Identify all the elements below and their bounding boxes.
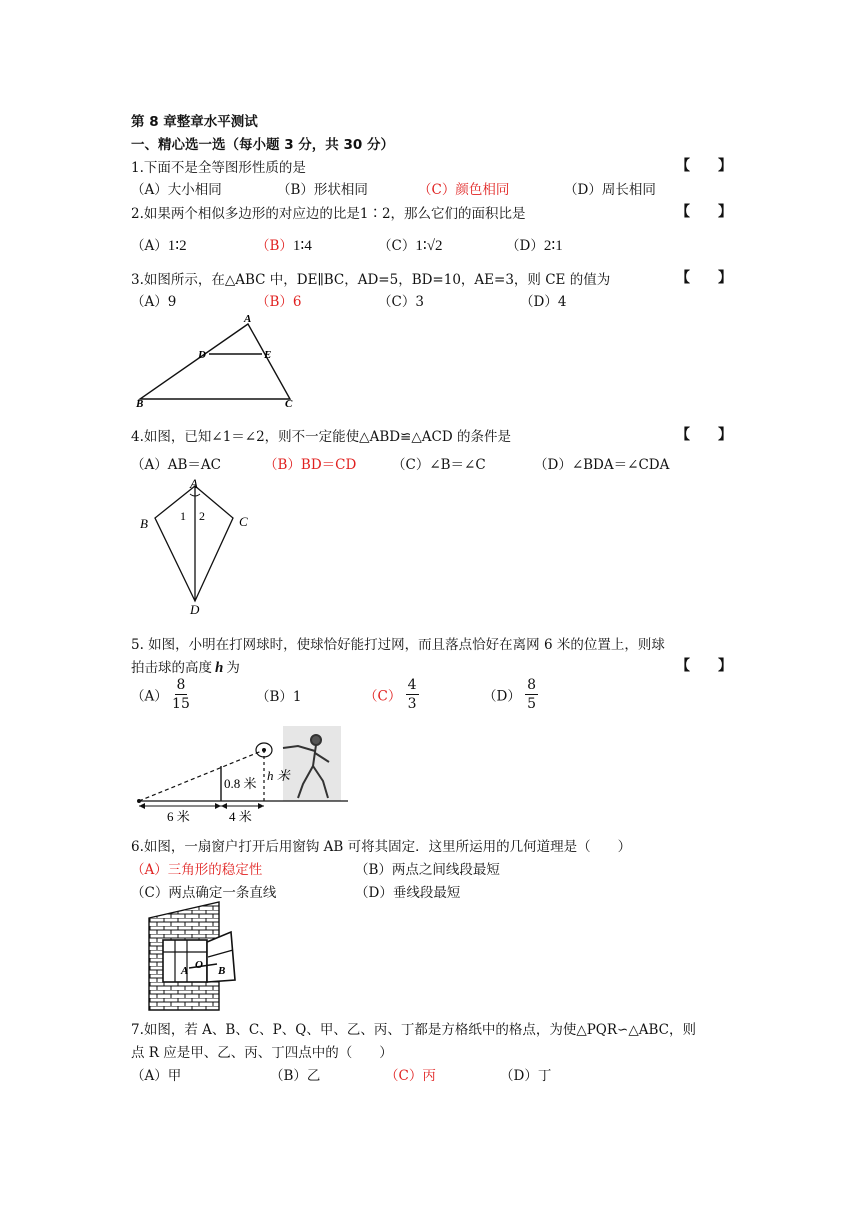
q5-answer-bracket[interactable]: 【 】 [676,658,732,674]
q7-stem-line1: 7.如图，若 A、B、C、P、Q、甲、乙、丙、丁都是方格纸中的格点，为使△PQR∽△ABC，则 [131,1022,696,1038]
q2-option-d[interactable] [506,234,563,255]
q7-option-a[interactable]: （A）甲 [131,1068,182,1084]
q1-answer-bracket[interactable]: 【 】 [676,158,732,174]
q5-label-4m: 4 米 [229,809,252,824]
q1-option-b[interactable]: （B）形状相同 [277,182,368,198]
q3-option-c[interactable]: （C）3 [378,294,424,310]
fraction-numerator: 4 [407,677,417,693]
q4-label-d: D [190,602,200,617]
q7-option-c[interactable]: （C）丙 [385,1068,436,1084]
q4-label-a: A [190,476,198,491]
q1-option-c[interactable]: （C）颜色相同 [418,182,510,198]
q2-option-b-label: （B） [256,238,293,254]
q3-label-d: D [198,349,206,361]
q5-option-c-label: （C） [364,688,402,705]
q1-option-a[interactable]: （A）大小相同 [131,182,222,198]
fraction-denominator: 3 [407,696,417,712]
q2-option-a-value: 1∶2 [167,238,187,254]
q4-quadrilateral [155,486,233,601]
q7-stem-line2: 点 R 应是甲、乙、丙、丁四点中的（ ） [131,1045,393,1061]
q2-option-a-label: （A） [131,238,168,254]
q4-kite-figure [135,476,260,616]
q5-stem-end: 为 [226,660,240,676]
q5-option-c-fraction [406,676,419,713]
q4-option-a[interactable]: （A）AB＝AC [131,457,221,473]
q3-label-a: A [244,313,252,325]
page-title: 第 8 章整章水平测试 [131,114,258,130]
q5-option-d-label: （D） [483,688,521,705]
q2-stem: 2.如果两个相似多边形的对应边的比是1∶2，那么它们的面积比是 [131,206,526,222]
q5-stem-line2 [131,656,240,677]
q5-label-6m: 6 米 [167,809,190,824]
q5-tennis-figure [133,726,353,826]
q4-label-c: C [239,514,248,529]
q5-stem-line1: 5. 如图，小明在打网球时，使球恰好能打过网，而且落点恰好在离网 6 米的位置上，则球 [131,637,665,653]
q5-stem-variable: h [215,660,224,676]
q2-option-d-value: 2∶1 [543,238,563,254]
q2-option-c-value: 1∶√2 [415,238,443,254]
q4-option-d[interactable]: （D）∠BDA＝∠CDA [534,457,670,473]
q5-stem-text: 拍击球的高度 [131,660,212,676]
q3-triangle-abc [140,324,290,399]
q3-option-a[interactable]: （A）9 [131,294,177,310]
q3-label-e: E [264,349,272,361]
q4-label-angle2: 2 [199,509,205,523]
q3-answer-bracket[interactable]: 【 】 [676,270,732,286]
q6-option-b[interactable]: （B）两点之间线段最短 [355,862,500,878]
q5-label-net-height: 0.8 米 [224,776,257,791]
q4-option-c[interactable]: （C）∠B＝∠C [392,457,486,473]
q2-answer-bracket[interactable]: 【 】 [676,204,732,220]
q3-option-b[interactable]: （B）6 [256,294,302,310]
q6-option-d[interactable]: （D）垂线段最短 [355,885,461,901]
q5-option-a-fraction [172,676,190,713]
q5-landing-point [137,799,141,803]
q3-label-b: B [136,398,144,410]
q3-option-d[interactable]: （D）4 [520,294,567,310]
q6-label-a: A [181,965,189,977]
q2-option-d-label: （D） [506,238,544,254]
q6-label-o: O [195,959,203,971]
fraction-denominator: 5 [527,696,537,712]
q5-option-d-fraction [525,676,538,713]
fraction-denominator: 15 [172,696,190,712]
q5-option-c[interactable] [364,676,419,713]
q3-stem: 3.如图所示，在△ABC 中，DE∥BC，AD=5，BD=10，AE=3，则 CE 的值为 [131,272,611,288]
q6-window-figure [143,902,248,1010]
q1-stem: 1.下面不是全等图形性质的是 [131,160,306,176]
fraction-numerator: 8 [176,677,186,693]
q7-option-d[interactable]: （D）丁 [500,1068,552,1084]
q7-option-b[interactable]: （B）乙 [270,1068,321,1084]
q4-option-b[interactable]: （B）BD＝CD [264,457,357,473]
q2-option-b-value: 1∶4 [292,238,312,254]
q2-option-c[interactable] [378,234,442,255]
q4-label-angle1: 1 [180,509,186,523]
q6-option-a[interactable]: （A）三角形的稳定性 [131,862,263,878]
q5-option-a[interactable] [131,676,190,713]
q4-stem: 4.如图，已知∠1＝∠2，则不一定能使△ABD≌△ACD 的条件是 [131,429,511,445]
q5-option-b[interactable]: （B）1 [256,689,302,705]
q6-stem: 6.如图，一扇窗户打开后用窗钩 AB 可将其固定．这里所运用的几何道理是（ ） [131,839,632,855]
q2-option-c-label: （C） [378,238,416,254]
q2-option-b[interactable] [256,234,312,255]
q5-label-h: h 米 [267,768,290,783]
q5-option-d[interactable] [483,676,538,713]
q5-option-a-label: （A） [131,688,168,705]
section-heading: 一、精心选一选（每小题 3 分，共 30 分） [131,137,394,153]
q6-label-b: B [218,965,226,977]
q1-option-d[interactable]: （D）周长相同 [564,182,656,198]
q3-label-c: C [285,398,293,410]
q3-triangle-figure [130,314,300,410]
q2-option-a[interactable] [131,234,187,255]
q4-answer-bracket[interactable]: 【 】 [676,427,732,443]
q4-label-b: B [140,516,148,531]
q6-option-c[interactable]: （C）两点确定一条直线 [131,885,277,901]
fraction-numerator: 8 [527,677,537,693]
